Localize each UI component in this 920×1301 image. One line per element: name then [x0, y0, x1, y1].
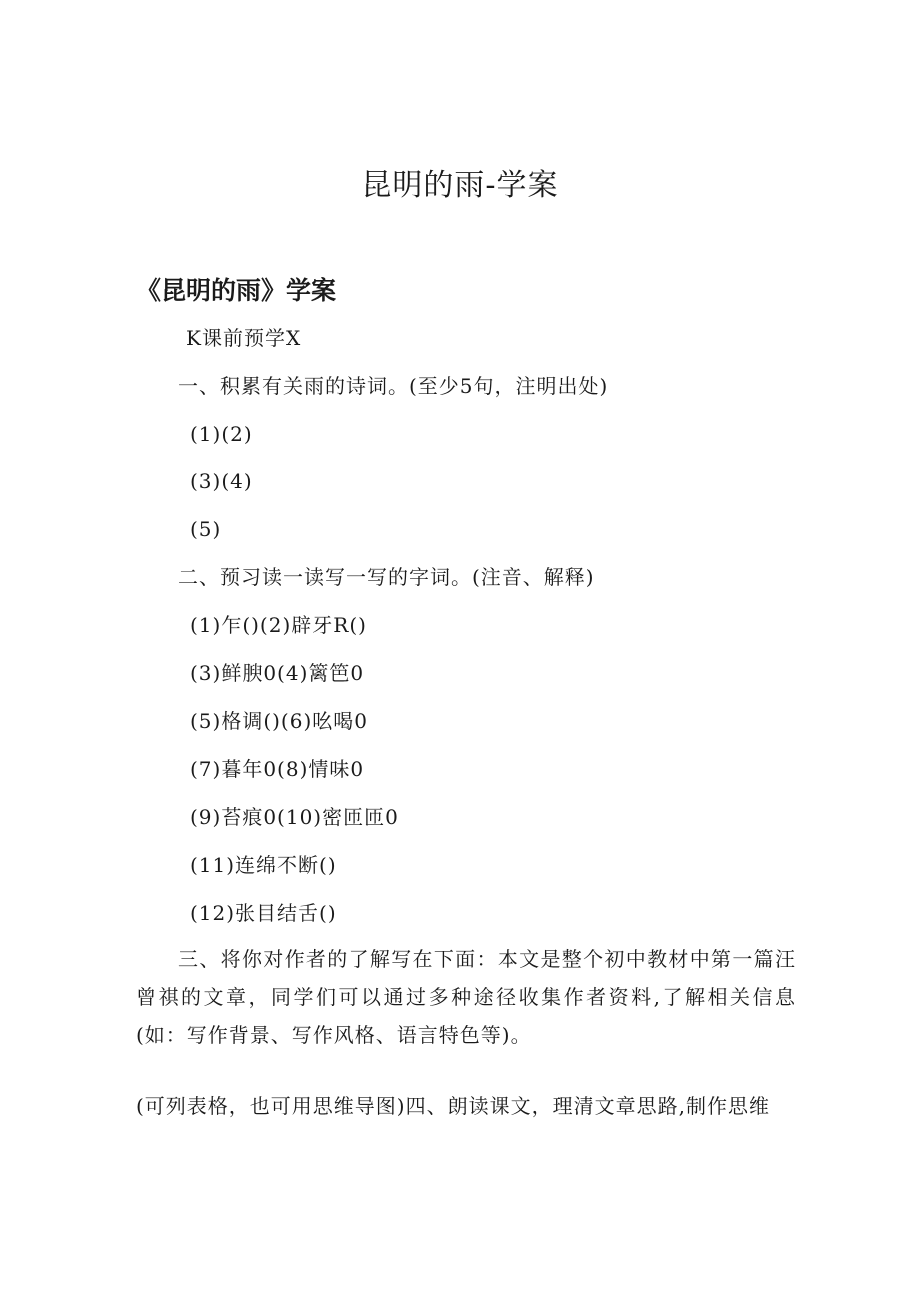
question-2-line-5: (9)苔痕0(10)密匝匝0	[190, 805, 399, 829]
document-title: 昆明的雨-学案	[361, 168, 559, 203]
question-2-line-1: (1)乍()(2)辟牙R()	[190, 613, 367, 637]
question-2-line-2: (3)鲜腴0(4)篱笆0	[190, 661, 365, 685]
question-4-line: (可列表格，也可用思维导图)四、朗读课文，理清文章思路,制作思维	[136, 1094, 770, 1118]
question-2-line-6: (11)连绵不断()	[190, 853, 337, 877]
question-1-line-3: (5)	[190, 517, 222, 541]
question-1-line-2: (3)(4)	[190, 469, 253, 493]
question-2-line-3: (5)格调()(6)吆喝0	[190, 709, 368, 733]
question-3-paragraph: 三、将你对作者的了解写在下面：本文是整个初中教材中第一篇汪曾祺的文章，同学们可以通过多种途径收集作者资料,了解相关信息(如：写作背景、写作风格、语言特色等)。	[136, 947, 796, 1047]
preview-label: K课前预学X	[186, 326, 302, 350]
question-2-line-4: (7)暮年0(8)情味0	[190, 757, 365, 781]
question-1-line-1: (1)(2)	[190, 422, 253, 446]
section-heading: 《昆明的雨》学案	[136, 276, 337, 305]
question-2-prompt: 二、预习读一读写一写的字词。(注音、解释)	[178, 565, 595, 589]
question-1-prompt: 一、积累有关雨的诗词。(至少5句，注明出处)	[178, 374, 609, 398]
question-2-line-7: (12)张目结舌()	[190, 901, 337, 925]
